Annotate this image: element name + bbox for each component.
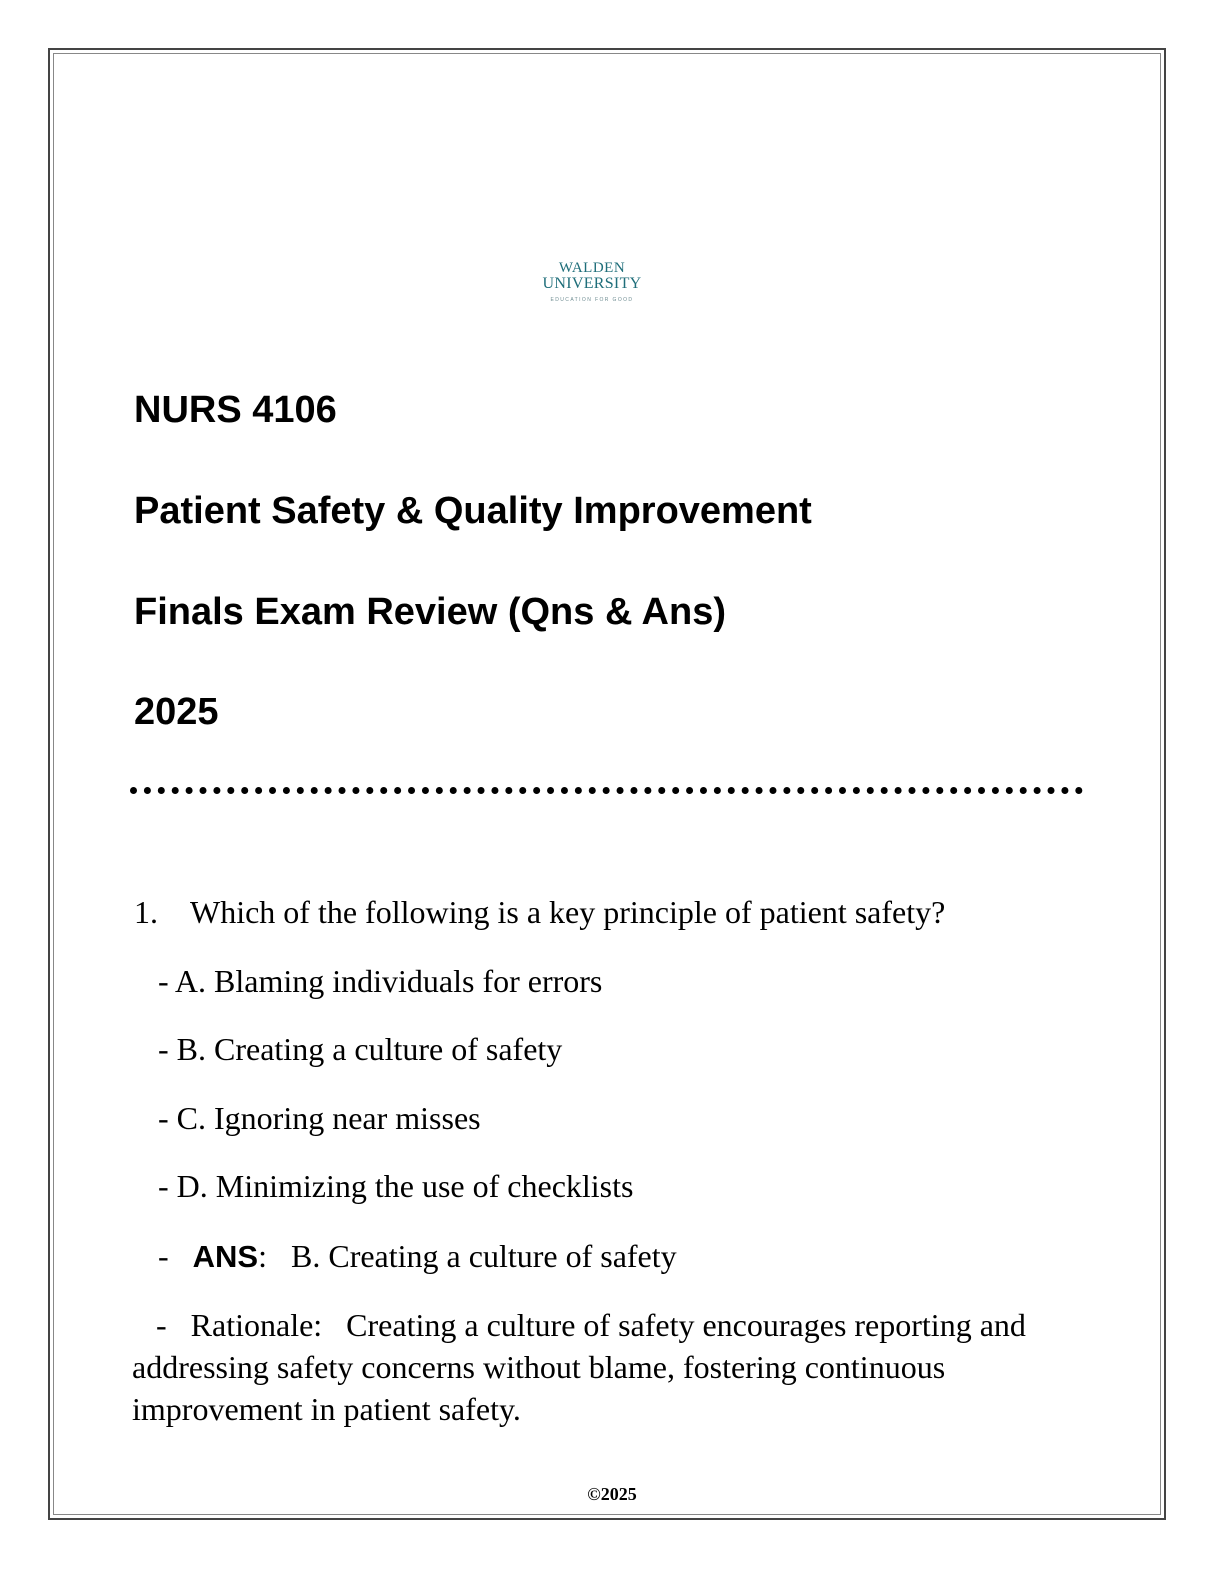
course-subject: Patient Safety & Quality Improvement [134, 490, 812, 532]
option-b: - B. Creating a culture of safety [158, 1031, 563, 1067]
question-1 [134, 891, 945, 933]
answer-prefix: - [158, 1238, 169, 1274]
copyright-footer: ©2025 [587, 1484, 637, 1504]
exam-year: 2025 [134, 691, 219, 733]
university-logo [528, 232, 656, 332]
logo-line-2: UNIVERSITY [542, 275, 642, 292]
option-d: - D. Minimizing the use of checklists [158, 1168, 634, 1204]
answer-text: B. Creating a culture of safety [291, 1238, 677, 1274]
rationale-label: Rationale: [190, 1307, 323, 1343]
course-code: NURS 4106 [134, 389, 337, 431]
rationale-text: Creating a culture of safety encourages reporting and addressing safety concerns without blame, fostering continuous improvement in patient safety. [132, 1307, 1026, 1427]
option-a: - A. Blaming individuals for errors [158, 963, 603, 999]
option-c: - C. Ignoring near misses [158, 1100, 481, 1136]
section-divider [130, 787, 1083, 794]
logo-line-1: WALDEN [558, 260, 626, 276]
exam-title: Finals Exam Review (Qns & Ans) [134, 591, 726, 633]
logo-tagline: EDUCATION FOR GOOD [550, 297, 634, 303]
rationale [132, 1304, 1092, 1430]
answer-line: - ANS: B. Creating a culture of safety [158, 1238, 677, 1274]
rationale-prefix: - [156, 1307, 167, 1343]
question-text: Which of the following is a key principle of patient safety? [190, 894, 946, 930]
question-number: 1. [134, 894, 158, 930]
answer-label: ANS [192, 1239, 259, 1274]
